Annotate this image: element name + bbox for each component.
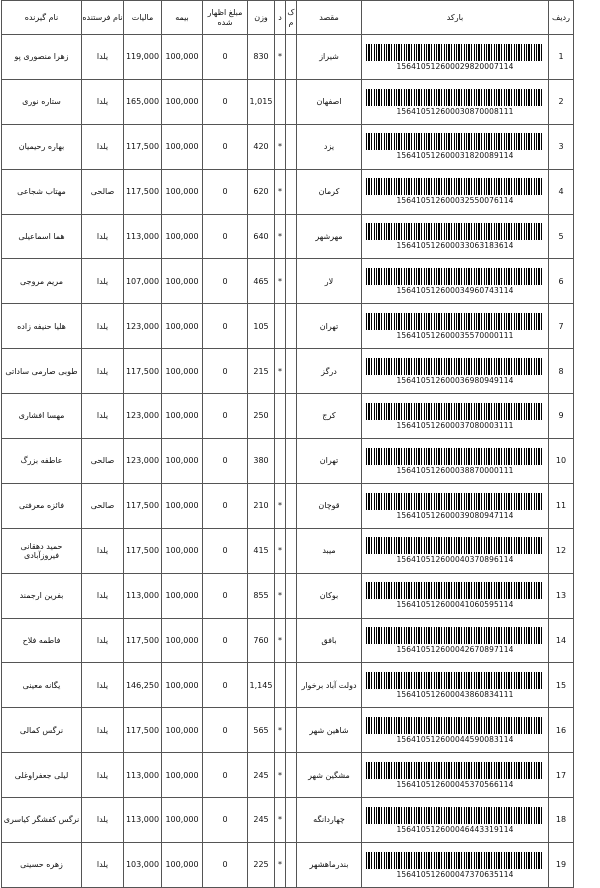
tax-cell: 117,500 [124, 349, 162, 394]
table-body [2, 35, 574, 888]
tax-cell: 165,000 [124, 79, 162, 124]
d-cell [275, 394, 286, 439]
destination-cell: قوچان [297, 483, 362, 528]
insurance-cell: 100,000 [162, 708, 203, 753]
row-index-cell: 12 [549, 528, 574, 573]
barcode-number: 156410512600046443319114 [396, 824, 514, 834]
km-cell [286, 573, 297, 618]
tax-cell: 117,500 [124, 618, 162, 663]
table-row [2, 35, 574, 80]
tax-cell: 117,500 [124, 528, 162, 573]
weight-cell: 640 [248, 214, 275, 259]
header-declared-amount: مبلغ اظهار شده [203, 1, 248, 35]
tax-cell: 123,000 [124, 304, 162, 349]
row-index-cell: 6 [549, 259, 574, 304]
table-row [2, 798, 574, 843]
km-cell [286, 528, 297, 573]
barcode-number: 156410512600041060595114 [396, 600, 514, 610]
table-row [2, 573, 574, 618]
row-index-cell: 4 [549, 169, 574, 214]
row-index-cell: 15 [549, 663, 574, 708]
table-row [2, 843, 574, 888]
header-receiver: نام گیرنده [2, 1, 82, 35]
km-cell [286, 663, 297, 708]
weight-cell: 565 [248, 708, 275, 753]
table-row [2, 169, 574, 214]
km-cell [286, 214, 297, 259]
weight-cell: 225 [248, 843, 275, 888]
barcode-image [366, 268, 544, 285]
tax-cell: 117,500 [124, 124, 162, 169]
header-weight: وزن [248, 1, 275, 35]
tax-cell: 117,500 [124, 169, 162, 214]
insurance-cell: 100,000 [162, 528, 203, 573]
sender-cell: یلدا [82, 79, 124, 124]
destination-cell: تهران [297, 439, 362, 484]
barcode-image [366, 89, 544, 106]
declared-amount-cell: 0 [203, 79, 248, 124]
barcode-number: 156410512600037080003111 [396, 420, 514, 430]
barcode-number: 156410512600045370566114 [396, 779, 514, 789]
weight-cell: 760 [248, 618, 275, 663]
sender-cell: یلدا [82, 753, 124, 798]
insurance-cell: 100,000 [162, 349, 203, 394]
d-cell: * [275, 169, 286, 214]
insurance-cell: 100,000 [162, 663, 203, 708]
km-cell [286, 124, 297, 169]
insurance-cell: 100,000 [162, 798, 203, 843]
tax-cell: 113,000 [124, 214, 162, 259]
sender-cell: یلدا [82, 798, 124, 843]
row-index-cell: 7 [549, 304, 574, 349]
receiver-cell: هلیا حنیفه زاده [2, 304, 82, 349]
km-cell [286, 439, 297, 484]
insurance-cell: 100,000 [162, 843, 203, 888]
sender-cell: یلدا [82, 259, 124, 304]
barcode-number: 156410512600035570000111 [396, 330, 514, 340]
receiver-cell: لیلی جعفراوغلی [2, 753, 82, 798]
receiver-cell: نرگس کمالی [2, 708, 82, 753]
declared-amount-cell: 0 [203, 439, 248, 484]
row-index-cell: 17 [549, 753, 574, 798]
d-cell [275, 79, 286, 124]
sender-cell: یلدا [82, 349, 124, 394]
barcode-number: 156410512600033063183614 [396, 241, 514, 251]
weight-cell: 380 [248, 439, 275, 484]
barcode-image [366, 537, 544, 554]
insurance-cell: 100,000 [162, 394, 203, 439]
d-cell: * [275, 798, 286, 843]
barcode-number: 156410512600039080947114 [396, 510, 514, 520]
table-row [2, 618, 574, 663]
table-row [2, 439, 574, 484]
row-index-cell: 8 [549, 349, 574, 394]
declared-amount-cell: 0 [203, 394, 248, 439]
barcode-cell [362, 349, 549, 394]
destination-cell: تهران [297, 304, 362, 349]
receiver-cell: فاطمه فلاح [2, 618, 82, 663]
km-cell [286, 708, 297, 753]
declared-amount-cell: 0 [203, 708, 248, 753]
weight-cell: 1,015 [248, 79, 275, 124]
barcode-image [366, 223, 544, 240]
insurance-cell: 100,000 [162, 573, 203, 618]
barcode-number: 156410512600047370635114 [396, 869, 514, 879]
barcode-image [366, 313, 544, 330]
header-tax: مالیات [124, 1, 162, 35]
insurance-cell: 100,000 [162, 753, 203, 798]
header-sender: نام فرستنده [82, 1, 124, 35]
weight-cell: 245 [248, 753, 275, 798]
barcode-cell [362, 483, 549, 528]
destination-cell: میبد [297, 528, 362, 573]
declared-amount-cell: 0 [203, 618, 248, 663]
header-km: ک م [286, 1, 297, 35]
receiver-cell: بهاره رحیمیان [2, 124, 82, 169]
row-index-cell: 9 [549, 394, 574, 439]
sender-cell: صالحی [82, 439, 124, 484]
d-cell: * [275, 528, 286, 573]
weight-cell: 215 [248, 349, 275, 394]
receiver-cell: زهرا منصوری پو [2, 35, 82, 80]
row-index-cell: 3 [549, 124, 574, 169]
table-row [2, 708, 574, 753]
km-cell [286, 169, 297, 214]
declared-amount-cell: 0 [203, 35, 248, 80]
row-index-cell: 5 [549, 214, 574, 259]
table-row [2, 214, 574, 259]
barcode-image [366, 717, 544, 734]
barcode-cell [362, 439, 549, 484]
barcode-cell [362, 798, 549, 843]
d-cell: * [275, 843, 286, 888]
barcode-number: 156410512600034960743114 [396, 286, 514, 296]
destination-cell: اصفهان [297, 79, 362, 124]
weight-cell: 620 [248, 169, 275, 214]
km-cell [286, 304, 297, 349]
row-index-cell: 13 [549, 573, 574, 618]
declared-amount-cell: 0 [203, 528, 248, 573]
weight-cell: 210 [248, 483, 275, 528]
barcode-cell [362, 35, 549, 80]
sender-cell: یلدا [82, 708, 124, 753]
barcode-cell [362, 124, 549, 169]
barcode-cell [362, 663, 549, 708]
d-cell: * [275, 483, 286, 528]
header-barcode: بارکد [362, 1, 549, 35]
tax-cell: 117,500 [124, 708, 162, 753]
tax-cell: 119,000 [124, 35, 162, 80]
sender-cell: یلدا [82, 304, 124, 349]
barcode-image [366, 358, 544, 375]
table-row [2, 79, 574, 124]
row-index-cell: 18 [549, 798, 574, 843]
d-cell: * [275, 214, 286, 259]
receiver-cell: یگانه معینی [2, 663, 82, 708]
row-index-cell: 2 [549, 79, 574, 124]
header-d: د [275, 1, 286, 35]
sender-cell: صالحی [82, 169, 124, 214]
tax-cell: 123,000 [124, 439, 162, 484]
receiver-cell: مهتاب شجاعی [2, 169, 82, 214]
tax-cell: 146,250 [124, 663, 162, 708]
tax-cell: 107,000 [124, 259, 162, 304]
barcode-number: 156410512600042670897114 [396, 645, 514, 655]
destination-cell: مهرشهر [297, 214, 362, 259]
barcode-cell [362, 214, 549, 259]
insurance-cell: 100,000 [162, 618, 203, 663]
weight-cell: 1,145 [248, 663, 275, 708]
barcode-cell [362, 304, 549, 349]
barcode-image [366, 448, 544, 465]
d-cell: * [275, 349, 286, 394]
tax-cell: 113,000 [124, 798, 162, 843]
sender-cell: یلدا [82, 124, 124, 169]
barcode-number: 156410512600029820007114 [396, 61, 514, 71]
declared-amount-cell: 0 [203, 124, 248, 169]
table-row [2, 528, 574, 573]
barcode-cell [362, 573, 549, 618]
barcode-number: 156410512600043860834111 [396, 690, 514, 700]
km-cell [286, 349, 297, 394]
table-row [2, 349, 574, 394]
declared-amount-cell: 0 [203, 259, 248, 304]
sender-cell: یلدا [82, 618, 124, 663]
receiver-cell: مریم مروجی [2, 259, 82, 304]
insurance-cell: 100,000 [162, 439, 203, 484]
table-row [2, 124, 574, 169]
row-index-cell: 1 [549, 35, 574, 80]
sender-cell: یلدا [82, 528, 124, 573]
table-row [2, 394, 574, 439]
table-header-row [2, 1, 574, 35]
sender-cell: یلدا [82, 394, 124, 439]
km-cell [286, 798, 297, 843]
km-cell [286, 79, 297, 124]
declared-amount-cell: 0 [203, 843, 248, 888]
barcode-number: 156410512600030870008111 [396, 106, 514, 116]
insurance-cell: 100,000 [162, 124, 203, 169]
barcode-cell [362, 528, 549, 573]
table-row [2, 663, 574, 708]
insurance-cell: 100,000 [162, 35, 203, 80]
receiver-cell: هما اسماعیلی [2, 214, 82, 259]
row-index-cell: 10 [549, 439, 574, 484]
barcode-image [366, 627, 544, 644]
weight-cell: 105 [248, 304, 275, 349]
declared-amount-cell: 0 [203, 573, 248, 618]
barcode-image [366, 852, 544, 869]
insurance-cell: 100,000 [162, 304, 203, 349]
barcode-cell [362, 169, 549, 214]
insurance-cell: 100,000 [162, 79, 203, 124]
declared-amount-cell: 0 [203, 169, 248, 214]
barcode-cell [362, 843, 549, 888]
km-cell [286, 618, 297, 663]
sender-cell: یلدا [82, 663, 124, 708]
insurance-cell: 100,000 [162, 214, 203, 259]
header-row-index: ردیف [549, 1, 574, 35]
declared-amount-cell: 0 [203, 753, 248, 798]
d-cell [275, 439, 286, 484]
receiver-cell: فائزه معرفتی [2, 483, 82, 528]
d-cell [275, 304, 286, 349]
row-index-cell: 19 [549, 843, 574, 888]
barcode-number: 156410512600038870000111 [396, 465, 514, 475]
destination-cell: مشگین شهر [297, 753, 362, 798]
barcode-image [366, 807, 544, 824]
shipment-table [1, 0, 574, 888]
km-cell [286, 483, 297, 528]
destination-cell: بندرماهشهر [297, 843, 362, 888]
barcode-number: 156410512600044590083114 [396, 734, 514, 744]
receiver-cell: حمید دهقانی فیروزآبادی [2, 528, 82, 573]
d-cell: * [275, 35, 286, 80]
row-index-cell: 11 [549, 483, 574, 528]
d-cell: * [275, 573, 286, 618]
header-destination: مقصد [297, 1, 362, 35]
barcode-image [366, 672, 544, 689]
barcode-cell [362, 708, 549, 753]
receiver-cell: طوبی صارمی ساداتی [2, 349, 82, 394]
barcode-cell [362, 618, 549, 663]
declared-amount-cell: 0 [203, 349, 248, 394]
tax-cell: 123,000 [124, 394, 162, 439]
insurance-cell: 100,000 [162, 259, 203, 304]
d-cell: * [275, 708, 286, 753]
sender-cell: یلدا [82, 573, 124, 618]
declared-amount-cell: 0 [203, 304, 248, 349]
declared-amount-cell: 0 [203, 483, 248, 528]
tax-cell: 117,500 [124, 483, 162, 528]
barcode-cell [362, 79, 549, 124]
header-insurance: بیمه [162, 1, 203, 35]
d-cell: * [275, 259, 286, 304]
km-cell [286, 843, 297, 888]
barcode-image [366, 403, 544, 420]
barcode-image [366, 44, 544, 61]
barcode-cell [362, 394, 549, 439]
weight-cell: 415 [248, 528, 275, 573]
destination-cell: چهاردانگه [297, 798, 362, 843]
destination-cell: کرمان [297, 169, 362, 214]
sender-cell: یلدا [82, 35, 124, 80]
receiver-cell: زهره حسینی [2, 843, 82, 888]
destination-cell: دولت آباد برخوار [297, 663, 362, 708]
barcode-cell [362, 753, 549, 798]
weight-cell: 855 [248, 573, 275, 618]
sender-cell: یلدا [82, 214, 124, 259]
d-cell: * [275, 753, 286, 798]
weight-cell: 420 [248, 124, 275, 169]
km-cell [286, 259, 297, 304]
km-cell [286, 753, 297, 798]
receiver-cell: مهسا افشاری [2, 394, 82, 439]
km-cell [286, 35, 297, 80]
barcode-number: 156410512600036980949114 [396, 375, 514, 385]
barcode-image [366, 762, 544, 779]
d-cell: * [275, 618, 286, 663]
tax-cell: 113,000 [124, 753, 162, 798]
d-cell [275, 663, 286, 708]
tax-cell: 103,000 [124, 843, 162, 888]
barcode-image [366, 133, 544, 150]
destination-cell: شیراز [297, 35, 362, 80]
receiver-cell: نرگس کفشگر کیاسری [2, 798, 82, 843]
sender-cell: صالحی [82, 483, 124, 528]
table-row [2, 483, 574, 528]
destination-cell: شاهین شهر [297, 708, 362, 753]
table-row [2, 304, 574, 349]
barcode-image [366, 493, 544, 510]
declared-amount-cell: 0 [203, 798, 248, 843]
receiver-cell: عاطفه بزرگ [2, 439, 82, 484]
row-index-cell: 14 [549, 618, 574, 663]
row-index-cell: 16 [549, 708, 574, 753]
declared-amount-cell: 0 [203, 214, 248, 259]
receiver-cell: بفرین ارجمند [2, 573, 82, 618]
weight-cell: 830 [248, 35, 275, 80]
destination-cell: درگز [297, 349, 362, 394]
insurance-cell: 100,000 [162, 483, 203, 528]
destination-cell: لار [297, 259, 362, 304]
barcode-number: 156410512600031820089114 [396, 151, 514, 161]
destination-cell: یزد [297, 124, 362, 169]
barcode-number: 156410512600032550076114 [396, 196, 514, 206]
weight-cell: 250 [248, 394, 275, 439]
barcode-image [366, 582, 544, 599]
weight-cell: 245 [248, 798, 275, 843]
barcode-cell [362, 259, 549, 304]
barcode-image [366, 178, 544, 195]
d-cell: * [275, 124, 286, 169]
sender-cell: یلدا [82, 843, 124, 888]
barcode-number: 156410512600040370896114 [396, 555, 514, 565]
table-row [2, 753, 574, 798]
table-row [2, 259, 574, 304]
destination-cell: بافق [297, 618, 362, 663]
receiver-cell: ستاره نوری [2, 79, 82, 124]
destination-cell: بوکان [297, 573, 362, 618]
declared-amount-cell: 0 [203, 663, 248, 708]
weight-cell: 465 [248, 259, 275, 304]
tax-cell: 113,000 [124, 573, 162, 618]
destination-cell: کرج [297, 394, 362, 439]
km-cell [286, 394, 297, 439]
insurance-cell: 100,000 [162, 169, 203, 214]
